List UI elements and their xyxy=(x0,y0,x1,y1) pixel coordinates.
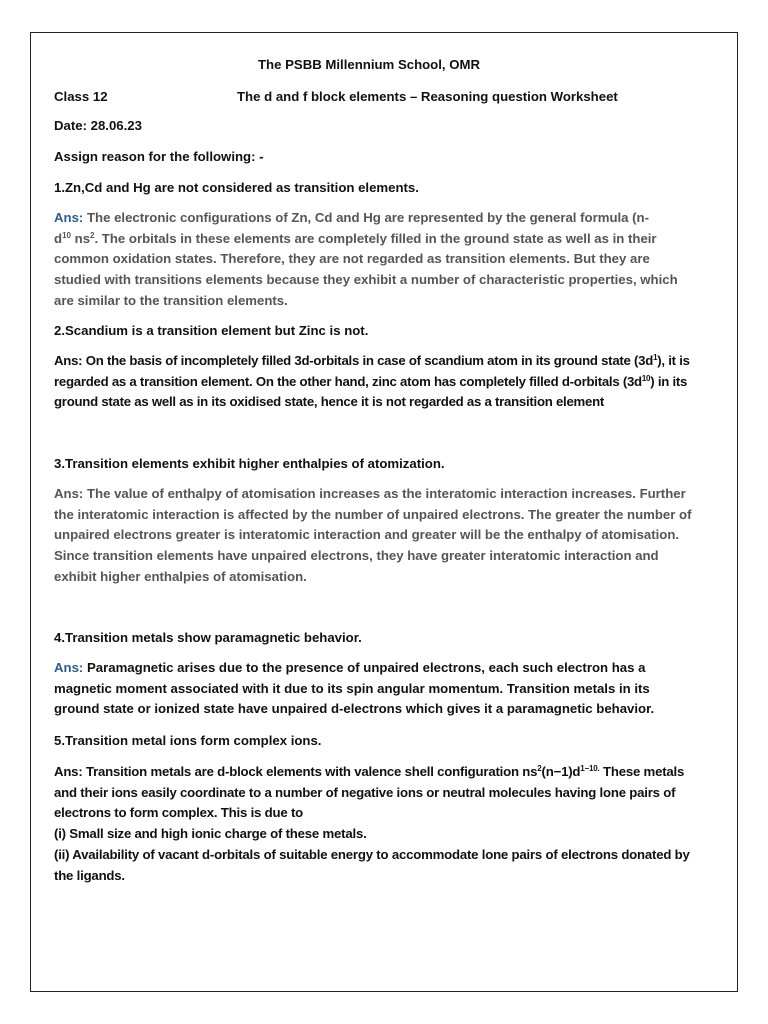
answer-5 xyxy=(54,762,694,886)
question-4: 4.Transition metals show paramagnetic behavior. xyxy=(54,630,362,645)
ans-prefix: Ans: xyxy=(54,660,84,675)
answer-2 xyxy=(54,351,694,413)
ans-prefix: Ans: xyxy=(54,353,83,368)
answer-4 xyxy=(54,658,694,720)
school-name: The PSBB Millennium School, OMR xyxy=(258,57,480,72)
answer-3-text: The value of enthalpy of atomisation increases as the interatomic interaction increases. Further the interatomic interaction is affected by the number of unpaired electrons. The greater the number of unpaired electrons greater is interatomic interaction and greater will be the enthalpy of atomisation. Since transition elements have unpaired electrons, they have greater interatomic interaction and exhibit higher enthalpies of atomisation. xyxy=(54,486,692,584)
answer-1-text: The electronic configurations of Zn, Cd and Hg are represented by the general formula (n- $d^{10}$ $ns^2$. The orbitals in these elements are completely filled in the ground state as well as in their common oxidation states. Therefore, they are not regarded as transition elements. But they are studied with transitions elements because they exhibit a number of characteristic properties, which are similar to the transition elements. xyxy=(54,210,678,308)
reason-1: (i) Small size and high ionic charge of these metals. xyxy=(54,826,367,842)
answer-5-text: Transition metals are d-block elements with valence shell configuration $ns^2(n-1)d^{1-10.}$ These metals and their ions easily coordinate to a number of negative ions or neutral molecules having lone pairs of electrons to form complex. This is due to xyxy=(54,764,685,821)
question-1: 1.Zn,Cd and Hg are not considered as transition elements. xyxy=(54,180,419,195)
ans-prefix: Ans: xyxy=(54,486,84,501)
answer-2-text: On the basis of incompletely filled 3d-orbitals in case of scandium atom in its ground state $(3d^1)$, it is regarded as a transition element. On the other hand, zinc atom has completely filled d-orbitals $(3d^{10})$ in its ground state as well as in its oxidised state, hence it is not regarded as a transition element xyxy=(54,353,690,410)
worksheet-title: The d and f block elements – Reasoning question Worksheet xyxy=(237,89,618,104)
date-label: Date: 28.06.23 xyxy=(54,118,142,133)
reason-2: (ii) Availability of vacant d-orbitals of suitable energy to accommodate lone pairs of electrons donated by the ligands. xyxy=(54,846,690,883)
question-5: 5.Transition metal ions form complex ions. xyxy=(54,733,322,748)
ans-prefix: Ans: xyxy=(54,764,83,779)
question-3: 3.Transition elements exhibit higher enthalpies of atomization. xyxy=(54,456,445,471)
answer-3 xyxy=(54,484,694,588)
answer-4-text: Paramagnetic arises due to the presence of unpaired electrons, each such electron has a magnetic moment associated with it due to its spin angular momentum. Transition metals in its ground state or ionized state have unpaired d-electrons which gives it a paramagnetic behavior. xyxy=(54,660,655,717)
question-2: 2.Scandium is a transition element but Zinc is not. xyxy=(54,323,369,338)
ans-prefix: Ans: xyxy=(54,210,84,225)
answer-1 xyxy=(54,208,694,312)
class-label: Class 12 xyxy=(54,89,108,104)
instruction: Assign reason for the following: - xyxy=(54,149,264,164)
